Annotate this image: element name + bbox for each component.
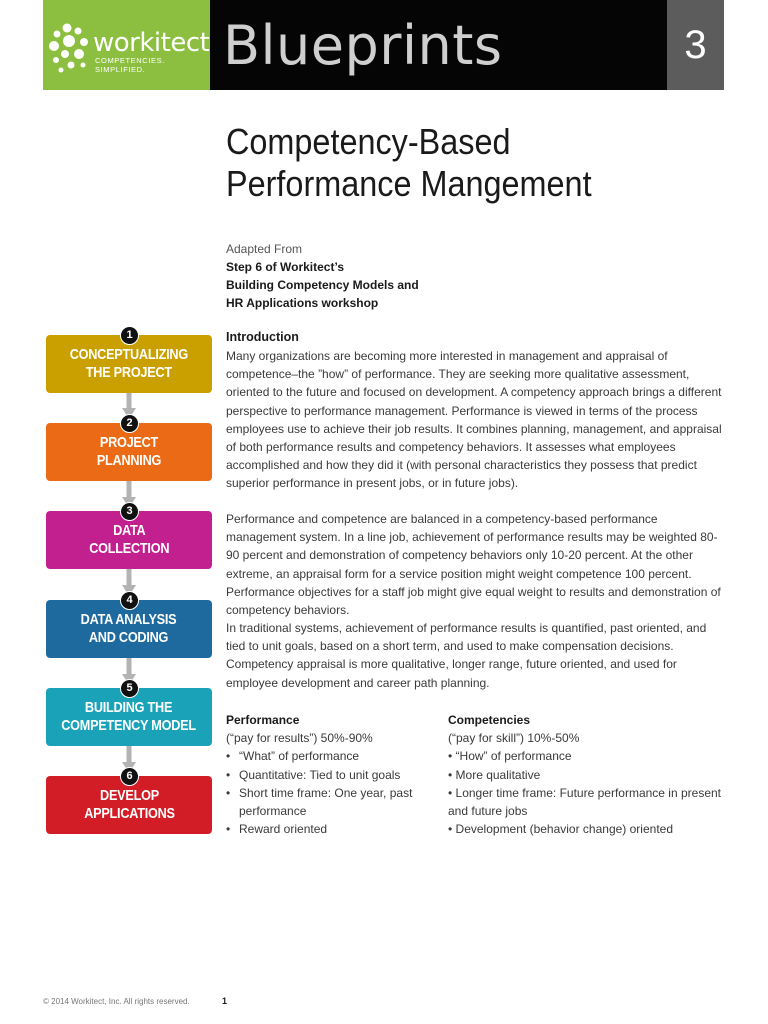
performance-heading: Performance [226,713,300,727]
title-panel [210,0,667,90]
competencies-heading: Competencies [448,713,531,727]
step-label-line1: DATA [112,522,146,539]
issue-number: 3 [667,0,724,90]
competencies-subheading: (“pay for skill”) 10%-50% [448,731,580,746]
step-number-badge: 2 [120,414,139,433]
competencies-item: • Development (behavior change) oriented [448,822,673,837]
performance-item: • Quantitative: Tied to unit goals [226,766,426,784]
competencies-item: • More qualitative [448,767,541,782]
page-title [226,121,676,205]
adapted-from-label: Adapted From [226,242,303,256]
step-number-badge: 3 [120,502,139,521]
step-label-line1: PROJECT [99,434,159,451]
performance-list [226,747,426,838]
competencies-list [448,747,728,838]
adapted-from-line3: HR Applications workshop [226,296,379,310]
step-label-line2: COLLECTION [89,540,169,557]
copyright-notice: © 2014 Workitect, Inc. All rights reserved. [43,997,190,1006]
page-number: 1 [222,996,228,1006]
logo-tagline: COMPETENCIES. SIMPLIFIED. [95,56,165,74]
intro-paragraph-3: In traditional systems, achievement of performance results is quantified, past oriented, and tied to unit goals, based on a short term, and used to make compensation decisions. Competency appraisal is more qualitative, longer range, future oriented, and used for employee development and career path planning. [226,621,707,690]
performance-column [226,711,426,838]
performance-item: • “What” of performance [226,747,426,765]
step-number-badge: 5 [120,679,139,698]
performance-item: • Short time frame: One year, past performance [226,784,426,820]
intro-paragraph-1: Many organizations are becoming more interested in management and appraisal of competence–the ”how” of performance. They are seeking more qualitative assessment, oriented to the future and focused on development. A competency approach brings a different perspective to performance management. Performance is viewed in terms of the process employees use to achieve their job results. It combines planning, management, and appraisal of both performance results and competency behaviors. It assesses what employees accomplished and how they did it (with personal characteristics they possess that predict superior performance in present jobs, or in future jobs). [226,349,722,491]
process-steps [46,326,212,836]
competencies-item: • Longer time frame: Future performance in present and future jobs [448,785,721,819]
step-number-badge: 6 [120,767,139,786]
page-title-line2: Performance Mangement [226,163,592,204]
step-label-line2: AND CODING [89,629,169,646]
introduction-heading: Introduction [226,330,299,344]
step-label-line1: BUILDING THE [85,699,173,716]
step-label-line1: DATA ANALYSIS [81,611,177,628]
logo-wordmark: workitect [93,28,210,58]
step-label-line1: DEVELOP [99,787,159,804]
header-band [43,0,724,90]
performance-item: • Reward oriented [226,820,426,838]
step-number-badge: 1 [120,326,139,345]
adapted-from-line2: Building Competency Models and [226,278,419,292]
step-number-badge: 4 [120,591,139,610]
page-title-line1: Competency-Based [226,121,511,162]
step-label-line2: COMPETENCY MODEL [61,717,197,734]
adapted-from-block [226,240,546,312]
step-label-line2: PLANNING [96,452,162,469]
competencies-item: • “How” of performance [448,749,572,764]
intro-paragraph-2: Performance and competence are balanced in a competency-based performance management system. In a line job, achievement of performance results may be weighted 80-90 percent and demonstration of competency behaviors only 10-20 percent. At the other extreme, an appraisal form for a service position might weight competence 100 percent. Performance objectives for a staff job might give equal weight to results and demonstration of competency behaviors. [226,512,721,618]
logo-panel [43,0,210,90]
workitect-logo-icon [47,22,91,76]
step-label-line1: CONCEPTUALIZING [69,346,189,363]
adapted-from-line1: Step 6 of Workitect’s [226,260,345,274]
step-label-line2: THE PROJECT [85,364,173,381]
performance-subheading: (“pay for results”) 50%-90% [226,731,373,746]
step-label-line2: APPLICATIONS [83,805,175,822]
series-title: Blueprints [223,14,503,77]
competencies-column [448,711,728,838]
